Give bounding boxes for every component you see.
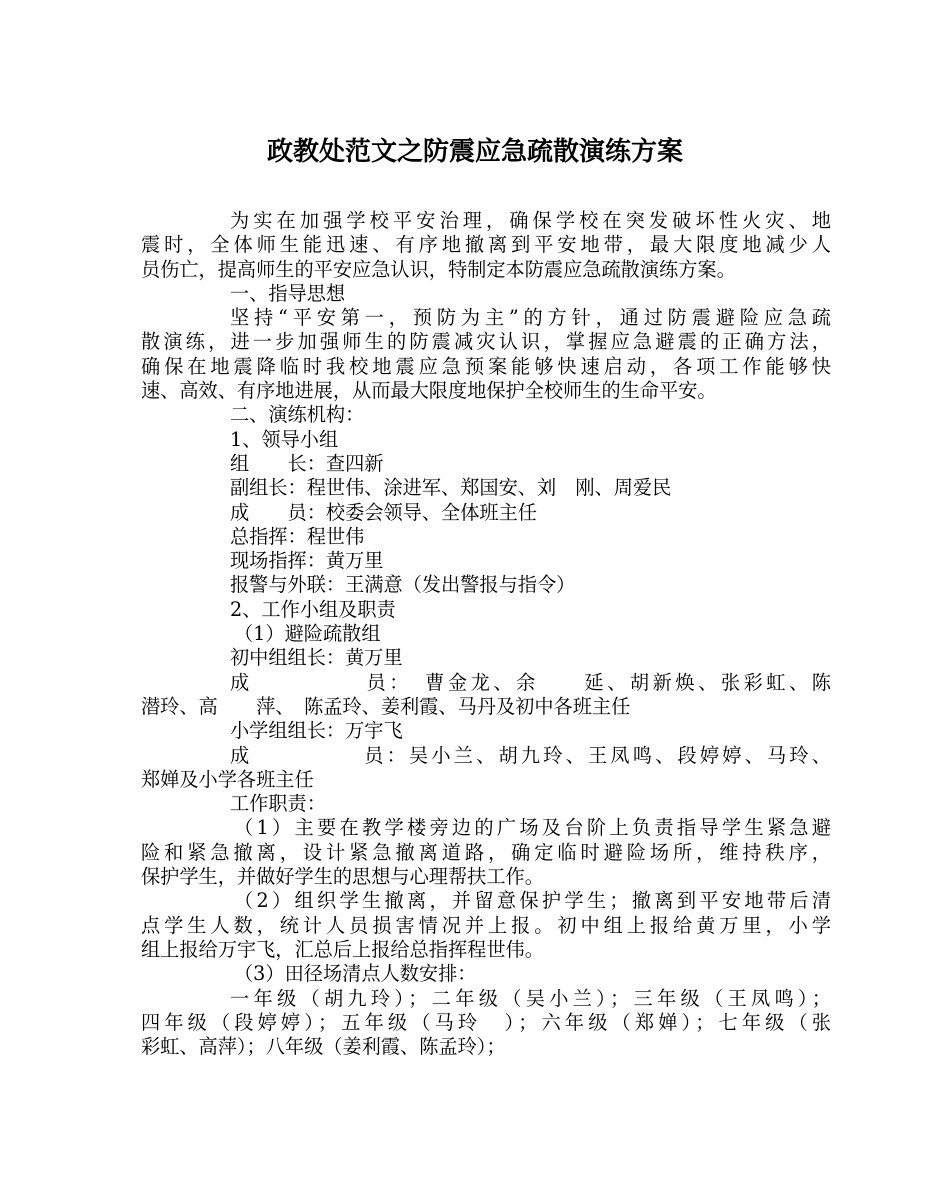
paragraph-line: 一年级（胡九玲）；二年级（吴小兰）；三年级（王凤鸣）；: [230, 986, 831, 1010]
list-item: 副组长：程世伟、涂进军、郑国安、刘 刚、周爱民: [230, 476, 672, 500]
paragraph-line: 震时，全体师生能迅速、有序地撤离到平安地带，最大限度地减少人: [141, 233, 831, 257]
list-item: 总指挥：程世伟: [230, 524, 365, 548]
list-item: 初中组组长：黄万里: [230, 646, 403, 670]
subsection-heading: 1、领导小组: [230, 427, 339, 451]
list-item: 郑婵及小学各班主任: [141, 767, 314, 791]
paragraph-line: 四年级（段婷婷）；五年级（马玲 ）；六年级（郑婵）；七年级（张: [141, 1010, 831, 1034]
list-item: 报警与外联：王满意（发出警报与指令）: [230, 573, 576, 597]
subsection-heading: （1）避险疏散组: [234, 622, 381, 646]
paragraph-line: 为实在加强学校平安治理，确保学校在突发破坏性火灾、地: [230, 209, 831, 232]
paragraph-line: 组上报给万宇飞，汇总后上报给总指挥程世伟。: [141, 937, 544, 961]
list-item: 成 员：校委会领导、全体班主任: [230, 500, 537, 524]
paragraph-line: 险和紧急撤离，设计紧急撤离道路，确定临时避险场所，维持秩序，: [141, 840, 831, 864]
document-body: [141, 209, 831, 1059]
document-title: 政教处范文之防震应急疏散演练方案: [266, 137, 683, 167]
list-item: 现场指挥：黄万里: [230, 549, 384, 573]
subsection-heading: 2、工作小组及职责: [230, 597, 396, 621]
list-item: 小学组组长：万宇飞: [230, 719, 403, 743]
subsection-heading: 工作职责：: [230, 792, 326, 816]
paragraph-line: 彩虹、高萍）；八年级（姜利霞、陈孟玲）；: [141, 1035, 506, 1059]
paragraph-line: （1）主要在教学楼旁边的广场及台阶上负责指导学生紧急避: [234, 816, 831, 840]
subsection-heading: （3）田径场清点人数安排：: [234, 962, 477, 986]
section-heading: 二、演练机构：: [230, 403, 365, 427]
paragraph-line: 保护学生，并做好学生的思想与心理帮扶工作。: [141, 865, 544, 889]
list-item: 成 员： 曹金龙、余 延、胡新焕、张彩虹、陈: [230, 670, 831, 694]
list-item: 组 长：查四新: [230, 451, 384, 475]
paragraph-line: 确保在地震降临时我校地震应急预案能够快速启动，各项工作能够快: [141, 354, 831, 378]
list-item: 成 员：吴小兰、胡九玲、王凤鸣、段婷婷、马玲、: [230, 743, 831, 767]
paragraph-line: 点学生人数，统计人员损害情况并上报。初中组上报给黄万里，小学: [141, 913, 831, 937]
list-item: 潜玲、高 萍、 陈孟玲、姜利霞、马丹及初中各班主任: [141, 694, 631, 718]
paragraph-line: （2）组织学生撤离，并留意保护学生；撤离到平安地带后清: [234, 889, 831, 913]
paragraph-line: 坚持“平安第一，预防为主”的方针，通过防震避险应急疏: [230, 306, 831, 330]
paragraph-line: 员伤亡，提高师生的平安应急认识，特制定本防震应急疏散演练方案。: [141, 257, 736, 281]
paragraph-line: 速、高效、有序地进展，从而最大限度地保护全校师生的生命平安。: [141, 379, 717, 403]
paragraph-line: 散演练，进一步加强师生的防震减灾认识，掌握应急避震的正确方法，: [141, 330, 831, 354]
section-heading: 一、指导思想: [230, 281, 346, 305]
